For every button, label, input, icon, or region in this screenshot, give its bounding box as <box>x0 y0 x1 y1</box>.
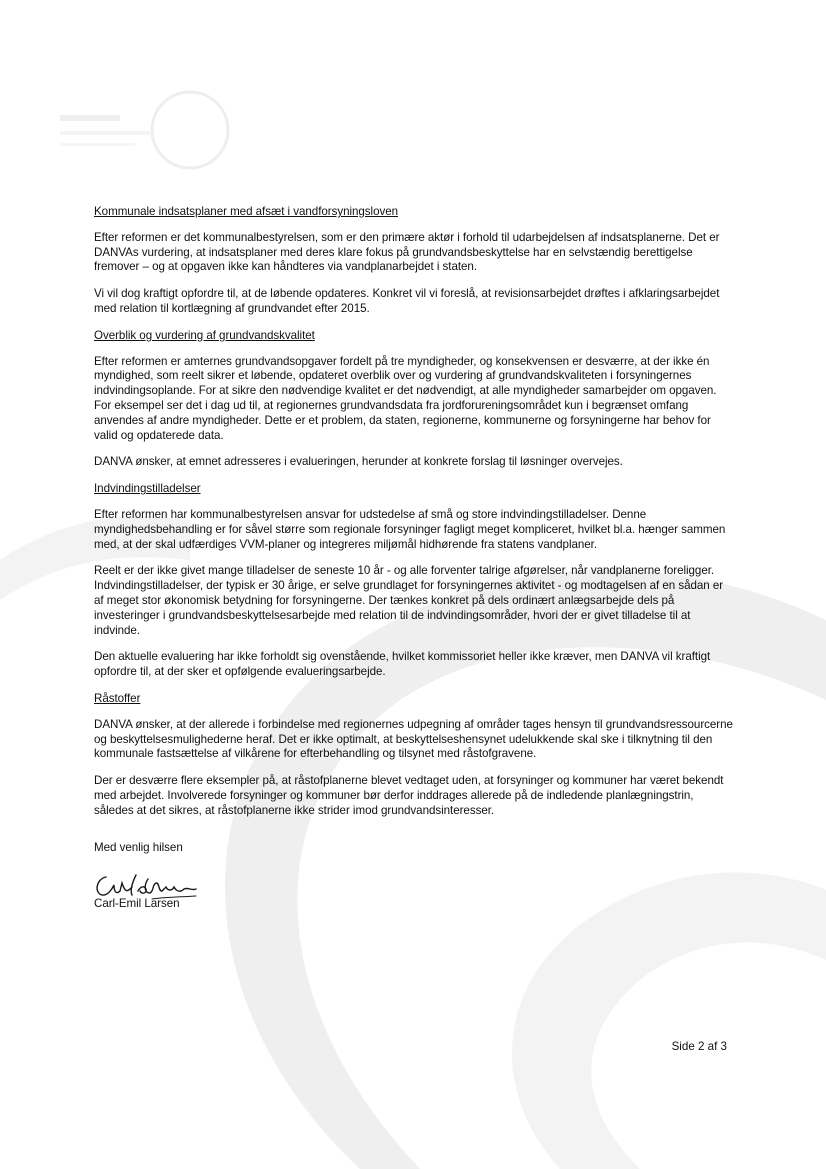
section-indsatsplaner <box>94 205 734 317</box>
paragraph: Der er desværre flere eksempler på, at råstofplanerne blevet vedtaget uden, at forsyninger og kommuner har været bekendt med arbejdet. Involverede forsyninger og kommuner bør derfor inddrages allerede på de indledende planlægningstrin, således at det sikres, at råstofplanerne ikke strider imod grundvandsinteresser. <box>94 774 724 817</box>
paragraph: Reelt er der ikke givet mange tilladelser de seneste 10 år - og alle forventer talrige afgørelser, når vandplanerne foreligger. Indvindingstilladelser, der typisk er 30 årige, er selve grundlaget for forsyningernes aktivitet - og modtagelsen af en sådan er af meget stor økonomisk betydning for forsyningerne. Der tænkes konkret på dels ordinært anlægsarbejde dels på investeringer i grundvandsbeskyttelsesarbejde med relation til de indvindingsområder, hvori der er givet tilladelse til at indvinde. <box>94 564 724 637</box>
paragraph: Den aktuelle evaluering har ikke forholdt sig ovenstående, hvilket kommissoriet heller ikke kræver, men DANVA vil kraftigt opfordre til, at der sker et opfølgende evalueringsarbejde. <box>94 650 711 679</box>
closing-block <box>94 841 734 913</box>
signer-name: Carl-Emil Larsen <box>94 897 180 911</box>
greeting: Med venlig hilsen <box>94 840 183 854</box>
paragraph: Vi vil dog kraftigt opfordre til, at de løbende opdateres. Konkret vil vi foreslå, at revisionsarbejdet drøftes i afklaringsarbejdet med relation til kortlægning af grundvandet efter 2015. <box>94 287 720 315</box>
paragraph: Efter reformen er det kommunalbestyrelsen, som er den primære aktør i forhold til udarbejdelsen af indsatsplanerne. Det er DANVAs vurdering, at indsatsplaner med deres klare fokus på grundvandsbeskyttelse har en selvstændig berettigelse fremover – og at opgaven ikke kan håndteres via vandplanarbejdet i staten. <box>94 230 720 274</box>
section-heading: Indvindingstilladelser <box>94 482 201 496</box>
danva-logo-mark <box>40 85 240 175</box>
section-indvindingstilladelser <box>94 482 734 680</box>
paragraph: DANVA ønsker, at emnet adresseres i evalueringen, herunder at konkrete forslag til løsninger overvejes. <box>94 455 623 469</box>
paragraph: Efter reformen er amternes grundvandsopgaver fordelt på tre myndigheder, og konsekvensen er desværre, at der ikke én myndighed, som reelt sikrer et løbende, opdateret overblik over og vurdering af grundvandskvaliteten i forsyningernes indvindingsoplande. For at sikre den nødvendige kvalitet er det nødvendigt, at alle myndigheder samarbejder om opgaven. For eksempel ser det i dag ud til, at regionernes grundvandsdata fra jordforureningsområdet kun i begrænset omfang anvendes af andre myndigheder. Dette er et problem, da staten, regionerne, kommunerne og forsyningerne har behov for valid og opdaterede data. <box>94 354 717 442</box>
paragraph: DANVA ønsker, at der allerede i forbindelse med regionernes udpegning af områder tages hensyn til grundvandsressourcerne og beskyttelsesmulighederne heraf. Det er ikke optimalt, at beskyttelseshensynet udelukkende skal ske i tilknytning til den kommunale fastsættelse af vilkårene for efterbehandling og tilsynet med råstofgravene. <box>94 717 733 761</box>
page-number: Side 2 af 3 <box>671 1040 727 1053</box>
section-heading: Råstoffer <box>94 691 141 705</box>
section-raastoffer <box>94 692 734 819</box>
paragraph: Efter reformen har kommunalbestyrelsen ansvar for udstedelse af små og store indvindingstilladelser. Denne myndighedsbehandling er for såvel større som regionale forsyninger fagligt meget kompliceret, hvilket bl.a. hænger sammen med, at der skal udfærdiges VVM-planer og integreres miljømål hidhørende fra statens vandplaner. <box>94 507 726 551</box>
section-heading: Overblik og vurdering af grundvandskvalitet <box>94 328 315 342</box>
section-grundvandskvalitet <box>94 329 734 470</box>
section-heading: Kommunale indsatsplaner med afsæt i vandforsyningsloven <box>94 205 399 218</box>
letter-body <box>94 205 734 912</box>
